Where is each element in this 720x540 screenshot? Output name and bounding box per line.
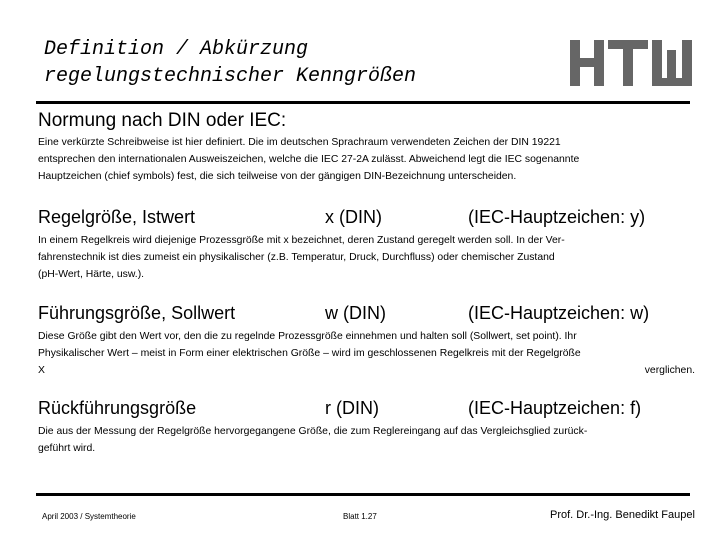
section-paragraph: [38, 423, 695, 457]
paragraph-line: fahrenstechnik ist dies zumeist ein physikalischer (z.B. Temperatur, Druck, Durchfluss) oder chemischer Zustand: [38, 252, 555, 263]
iec-symbol: (IEC-Hauptzeichen: f): [468, 398, 642, 418]
term-label: Rückführungsgröße: [38, 398, 197, 418]
intro-heading: Normung nach DIN oder IEC:: [38, 110, 287, 131]
intro-paragraph: [38, 134, 695, 185]
footer-date: April 2003 / Systemtheorie: [42, 512, 136, 521]
iec-symbol: (IEC-Hauptzeichen: w): [468, 303, 650, 323]
paragraph-line: (pH-Wert, Härte, usw.).: [38, 269, 145, 280]
paragraph-line: geführt wird.: [38, 443, 96, 454]
intro-line: Eine verkürzte Schreibweise ist hier definiert. Die im deutschen Sprachraum verwendeten Zeichen der DIN 19221: [38, 137, 561, 148]
din-symbol: r (DIN): [325, 398, 379, 418]
paragraph-line: X verglichen.: [38, 365, 695, 376]
footer-author: Prof. Dr.-Ing. Benedikt Faupel: [550, 509, 695, 521]
term-label: Regelgröße, Istwert: [38, 207, 196, 227]
htw-logo: [570, 40, 692, 86]
intro-line: Hauptzeichen (chief symbols) fest, die sich teilweise von der gängigen DIN-Bezeichnung unterscheiden.: [38, 171, 517, 182]
paragraph-line: Die aus der Messung der Regelgröße hervorgegangene Größe, die zum Reglereingang auf das Vergleichsglied zurück-: [38, 426, 588, 437]
title-line-1: Definition / Abkürzung: [44, 38, 309, 61]
slide-title: [44, 36, 416, 90]
paragraph-line: In einem Regelkreis wird diejenige Prozessgröße mit x bezeichnet, deren Zustand geregelt werden soll. In der Ver-: [38, 235, 565, 246]
title-line-2: regelungstechnischer Kenngrößen: [44, 65, 417, 88]
intro-line: entsprechen den internationalen Ausweiszeichen, welche die IEC 27-2A zulässt. Abweichend legt die IEC sogenannte: [38, 154, 580, 165]
paragraph-line: Diese Größe gibt den Wert vor, den die zu regelnde Prozessgröße einnehmen und halten soll (Sollwert, set point). Ihr: [38, 331, 577, 342]
din-symbol: x (DIN): [325, 207, 382, 227]
din-symbol: w (DIN): [325, 303, 386, 323]
section-paragraph: [38, 232, 695, 283]
term-label: Führungsgröße, Sollwert: [38, 303, 236, 323]
bottom-divider: [36, 493, 690, 496]
section-paragraph: [38, 328, 695, 379]
footer-page-number: Blatt 1.27: [343, 512, 377, 521]
iec-symbol: (IEC-Hauptzeichen: y): [468, 207, 646, 227]
top-divider: [36, 101, 690, 104]
paragraph-line: Physikalischer Wert – meist in Form einer elektrischen Größe – wird im geschlossenen Regelkreis mit der Regelgröße: [38, 348, 581, 359]
